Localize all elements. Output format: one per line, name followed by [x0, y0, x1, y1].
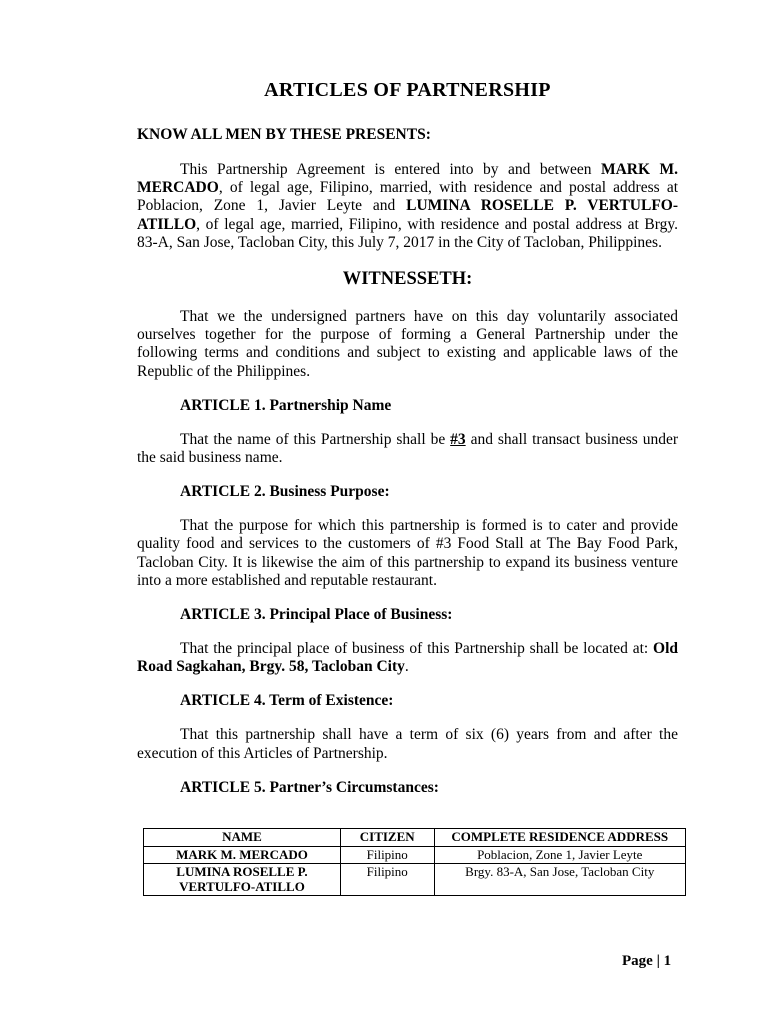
article-3-heading: ARTICLE 3. Principal Place of Business:	[180, 606, 453, 624]
row-1-address: Poblacion, Zone 1, Javier Leyte	[434, 846, 686, 864]
row-1-citizen: Filipino	[340, 846, 434, 864]
witness-paragraph: That we the undersigned partners have on this day voluntarily associated ourselves together for the purpose of forming a General Partnership under the following terms and conditions and subject to existing and applicable laws of the Republic of the Philippines.	[137, 308, 678, 380]
row-2-citizen: Filipino	[340, 864, 434, 896]
opening-line: KNOW ALL MEN BY THESE PRESENTS:	[137, 126, 431, 143]
article-4-paragraph: That this partnership shall have a term of six (6) years from and after the execution of this Articles of Partnership.	[137, 726, 678, 762]
intro-text-3: , of legal age, married, Filipino, with residence and postal address at Brgy. 83-A, San Jose, Tacloban City, this July 7, 2017 in the City of Tacloban, Philippines.	[137, 215, 678, 251]
table-header-row	[144, 829, 686, 847]
row-1-name: MARK M. MERCADO	[144, 846, 341, 864]
article-3-text-2: .	[404, 658, 409, 676]
header-address: COMPLETE RESIDENCE ADDRESS	[434, 829, 686, 847]
header-citizen: CITIZEN	[340, 829, 434, 847]
document-title: ARTICLES OF PARTNERSHIP	[264, 79, 551, 101]
table-row	[144, 864, 686, 896]
article-3-paragraph	[137, 640, 678, 676]
intro-paragraph	[137, 161, 678, 252]
witnesseth-heading: WITNESSETH:	[342, 269, 473, 290]
row-2-address: Brgy. 83-A, San Jose, Tacloban City	[434, 864, 686, 896]
intro-text-2: , of legal age, Filipino, married, with residence and postal address at Poblacion, Zone 1, Javier Leyte and	[137, 179, 678, 215]
partner-2-name: LUMINA ROSELLE P. VERTULFO-ATILLO	[137, 197, 679, 233]
article-4-heading: ARTICLE 4. Term of Existence:	[180, 692, 394, 710]
table-row	[144, 846, 686, 864]
article-2-heading: ARTICLE 2. Business Purpose:	[180, 483, 390, 501]
article-2-paragraph: That the purpose for which this partnership is formed is to cater and provide quality food and services to the customers of #3 Food Stall at The Bay Food Park, Tacloban City. It is likewise the aim of this partnership to expand its business venture into a more established and reputable restaurant.	[137, 517, 678, 589]
principal-place: Old Road Sagkahan, Brgy. 58, Tacloban City	[137, 640, 678, 676]
partners-table	[143, 828, 686, 896]
article-1-heading: ARTICLE 1. Partnership Name	[180, 396, 392, 414]
article-1-text-2: and shall transact business under the said business name.	[137, 430, 678, 467]
article-5-heading: ARTICLE 5. Partner’s Circumstances:	[180, 778, 439, 796]
partner-1-name: MARK M. MERCADO	[137, 161, 678, 197]
row-2-name: LUMINA ROSELLE P. VERTULFO-ATILLO	[144, 864, 341, 896]
partnership-name: #3	[450, 430, 466, 448]
header-name: NAME	[144, 829, 341, 847]
page-number: Page | 1	[622, 953, 672, 969]
document-body	[137, 78, 678, 813]
intro-text-1: This Partnership Agreement is entered into by and between	[180, 161, 601, 178]
article-1-text-1: That the name of this Partnership shall be	[180, 430, 451, 448]
article-3-text-1: That the principal place of business of this Partnership shall be located at:	[180, 640, 654, 658]
article-1-paragraph	[137, 431, 678, 467]
